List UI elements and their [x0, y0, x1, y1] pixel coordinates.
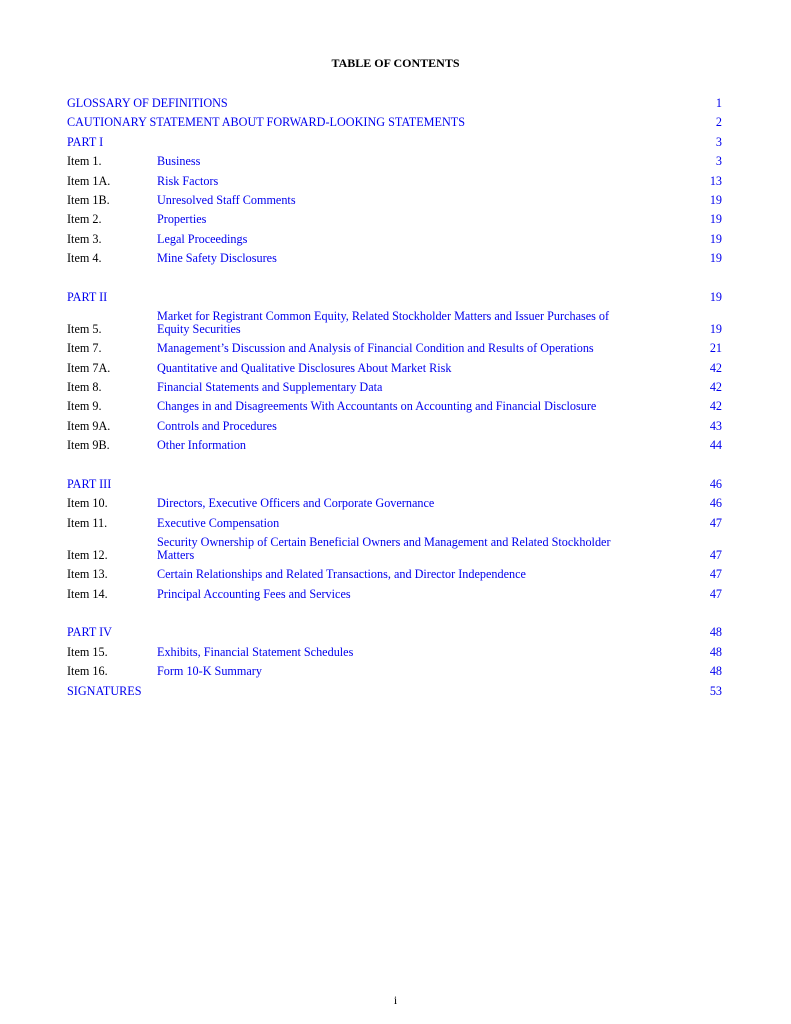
toc-link-part-3[interactable]: PART III	[67, 477, 112, 492]
toc-link-item-14[interactable]: Principal Accounting Fees and Services	[157, 586, 351, 601]
toc-link-part-4[interactable]: PART IV	[67, 625, 112, 640]
toc-page-item-2[interactable]: 19	[709, 212, 722, 227]
toc-link-part-1[interactable]: PART I	[67, 134, 104, 149]
toc-item-number: Item 15.	[67, 644, 108, 659]
toc-page-item-8[interactable]: 42	[709, 380, 722, 395]
toc-link-signatures[interactable]: SIGNATURES	[67, 683, 142, 698]
toc-link-item-15[interactable]: Exhibits, Financial Statement Schedules	[157, 644, 354, 659]
toc-item-number: Item 11.	[67, 515, 108, 530]
toc-page-part-4[interactable]: 48	[709, 625, 722, 640]
toc-page-item-16[interactable]: 48	[709, 664, 722, 679]
toc-item-number: Item 1B.	[67, 192, 110, 207]
toc-page-part-1[interactable]: 3	[715, 134, 722, 149]
toc-link-item-11[interactable]: Executive Compensation	[157, 515, 280, 530]
toc-page-item-1[interactable]: 3	[715, 154, 722, 169]
toc-page-item-4[interactable]: 19	[709, 251, 722, 266]
toc-link-item-8[interactable]: Financial Statements and Supplementary Data	[157, 380, 383, 395]
toc-row-item-11	[67, 514, 722, 533]
toc-link-item-7a[interactable]: Quantitative and Qualitative Disclosures About Market Risk	[157, 360, 452, 375]
toc-row-item-14	[67, 585, 722, 604]
toc-page-item-10[interactable]: 46	[709, 496, 722, 511]
toc-row-item-1b	[67, 191, 722, 210]
toc-link-item-16[interactable]: Form 10-K Summary	[157, 664, 262, 679]
toc-row-item-13	[67, 565, 722, 584]
toc-page-item-11[interactable]: 47	[709, 515, 722, 530]
toc-link-item-5[interactable]	[157, 310, 657, 336]
toc-link-part-2[interactable]: PART II	[67, 289, 108, 304]
toc-link-item-9b[interactable]: Other Information	[157, 438, 247, 453]
toc-item-number: Item 13.	[67, 567, 108, 582]
toc-link-item-4[interactable]: Mine Safety Disclosures	[157, 251, 277, 266]
toc-item-number: Item 9A.	[67, 418, 111, 433]
toc-page-item-3[interactable]: 19	[709, 231, 722, 246]
toc-link-line: Market for Registrant Common Equity, Related Stockholder Matters and Issuer Purchases of	[157, 309, 610, 324]
toc-row-item-9	[67, 397, 722, 416]
page-title: TABLE OF CONTENTS	[331, 56, 460, 70]
toc-link-line: Matters	[157, 548, 195, 563]
toc-row-part-4	[67, 623, 722, 642]
toc-row-part-2	[67, 288, 722, 307]
toc-item-number: Item 2.	[67, 212, 102, 227]
toc-page-item-1b[interactable]: 19	[709, 192, 722, 207]
toc-row-item-1a	[67, 172, 722, 191]
toc-row-glossary	[67, 94, 722, 113]
toc-row-item-9a	[67, 417, 722, 436]
toc-link-line: Equity Securities	[157, 322, 241, 337]
toc-row-item-7a	[67, 359, 722, 378]
toc-page-item-13[interactable]: 47	[709, 567, 722, 582]
toc-item-number: Item 3.	[67, 231, 102, 246]
toc-item-number: Item 1A.	[67, 173, 111, 188]
toc-item-number: Item 16.	[67, 664, 108, 679]
toc-item-number: Item 4.	[67, 251, 102, 266]
toc-page-item-7[interactable]: 21	[709, 341, 722, 356]
toc-row-signatures	[67, 682, 722, 701]
toc-row-part-3	[67, 475, 722, 494]
toc-row-item-7	[67, 339, 722, 358]
toc-row-part-1	[67, 133, 722, 152]
toc-link-item-1[interactable]: Business	[157, 154, 201, 169]
toc-row-item-12	[67, 533, 722, 565]
toc-item-number: Item 10.	[67, 496, 108, 511]
toc-row-item-5	[67, 307, 722, 339]
toc-link-item-3[interactable]: Legal Proceedings	[157, 231, 248, 246]
toc-link-cautionary[interactable]: CAUTIONARY STATEMENT ABOUT FORWARD-LOOKING STATEMENTS	[67, 115, 465, 130]
toc-item-number: Item 5.	[67, 321, 102, 336]
toc-link-item-1b[interactable]: Unresolved Staff Comments	[157, 192, 296, 207]
toc-page-cautionary[interactable]: 2	[715, 115, 722, 130]
toc-page-signatures[interactable]: 53	[709, 683, 722, 698]
toc-row-item-16	[67, 662, 722, 681]
toc-row-item-3	[67, 230, 722, 249]
toc-link-item-9a[interactable]: Controls and Procedures	[157, 418, 277, 433]
toc-item-number: Item 7.	[67, 341, 102, 356]
toc-page-item-12[interactable]: 47	[709, 547, 722, 562]
toc-page-item-5[interactable]: 19	[709, 321, 722, 336]
toc-row-item-8	[67, 378, 722, 397]
toc-row-cautionary	[67, 113, 722, 132]
toc-row-item-1	[67, 152, 722, 171]
toc-link-item-2[interactable]: Properties	[157, 212, 207, 227]
toc-page-item-9[interactable]: 42	[709, 399, 722, 414]
toc-link-item-13[interactable]: Certain Relationships and Related Transactions, and Director Independence	[157, 567, 526, 582]
toc-page-part-2[interactable]: 19	[709, 289, 722, 304]
toc-link-item-1a[interactable]: Risk Factors	[157, 173, 219, 188]
toc-link-item-7[interactable]: Management’s Discussion and Analysis of Financial Condition and Results of Operations	[157, 341, 594, 356]
toc-item-number: Item 8.	[67, 380, 102, 395]
toc-page-glossary[interactable]: 1	[715, 95, 722, 110]
page-number-footer: i	[393, 993, 398, 1007]
toc-link-glossary[interactable]: GLOSSARY OF DEFINITIONS	[67, 95, 228, 110]
toc-row-item-10	[67, 494, 722, 513]
toc-item-number: Item 1.	[67, 154, 102, 169]
toc-link-item-10[interactable]: Directors, Executive Officers and Corporate Governance	[157, 496, 435, 511]
toc-page-item-7a[interactable]: 42	[709, 360, 722, 375]
toc-row-item-4	[67, 249, 722, 268]
toc-page-part-3[interactable]: 46	[709, 477, 722, 492]
toc-page-item-14[interactable]: 47	[709, 586, 722, 601]
table-of-contents	[67, 94, 722, 701]
toc-item-number: Item 7A.	[67, 360, 111, 375]
toc-link-line: Security Ownership of Certain Beneficial Owners and Management and Related Stockholder	[157, 535, 611, 550]
toc-item-number: Item 9B.	[67, 438, 110, 453]
toc-row-item-15	[67, 643, 722, 662]
toc-link-item-9[interactable]: Changes in and Disagreements With Accountants on Accounting and Financial Disclosure	[157, 399, 597, 414]
toc-page-item-9b[interactable]: 44	[709, 438, 722, 453]
toc-page-item-9a[interactable]: 43	[709, 418, 722, 433]
toc-row-item-9b	[67, 436, 722, 455]
toc-row-item-2	[67, 210, 722, 229]
toc-page-item-15[interactable]: 48	[709, 644, 722, 659]
toc-item-number: Item 9.	[67, 399, 102, 414]
toc-item-number: Item 14.	[67, 586, 108, 601]
toc-item-number: Item 12.	[67, 547, 108, 562]
toc-page-item-1a[interactable]: 13	[709, 173, 722, 188]
toc-link-item-12[interactable]	[157, 536, 657, 562]
